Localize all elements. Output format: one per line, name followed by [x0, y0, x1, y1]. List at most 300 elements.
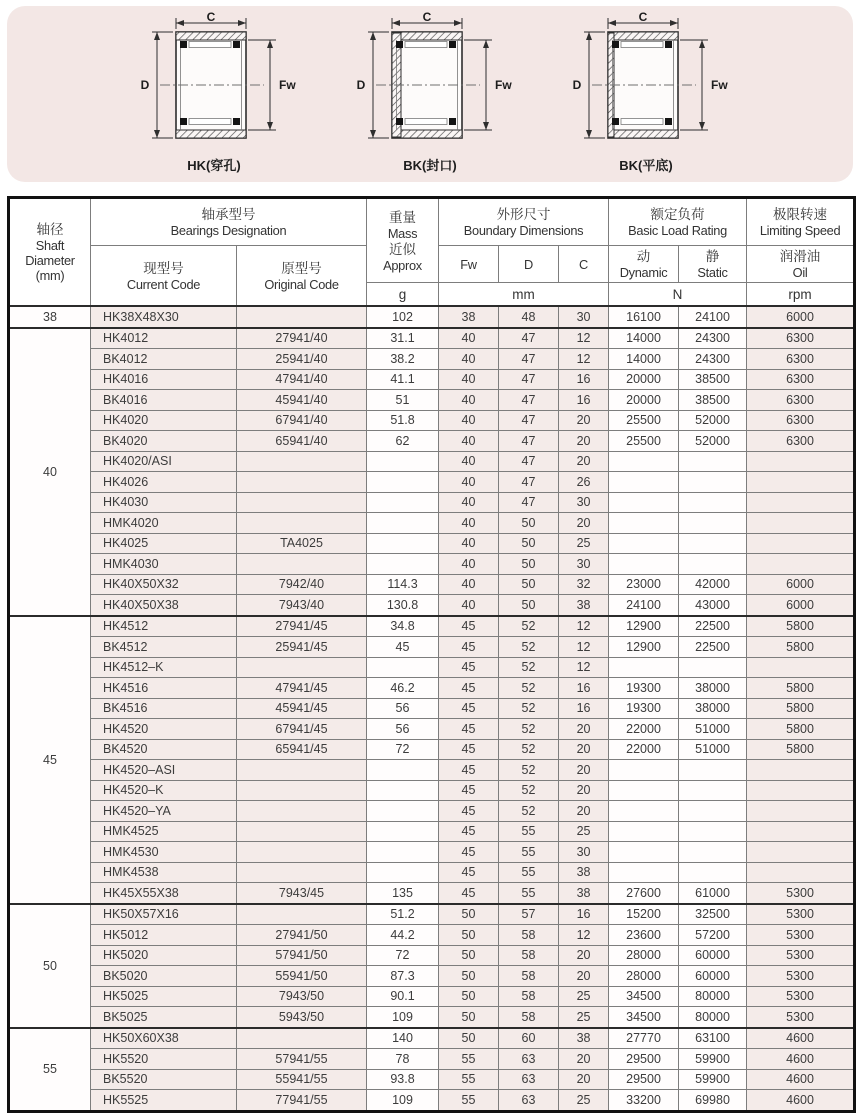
cell-oil-speed: 6300	[747, 431, 855, 452]
cell-current-code: BK4012	[91, 349, 237, 370]
cell-oil-speed: 4600	[747, 1090, 855, 1112]
cell-dynamic-load	[609, 842, 679, 863]
cell-static-load: 63100	[679, 1028, 747, 1049]
dim-label-d: D	[356, 78, 366, 92]
header-c	[559, 246, 609, 283]
cell-current-code: BK4020	[91, 431, 237, 452]
header-current-code	[91, 246, 237, 307]
cell-dynamic-load: 27770	[609, 1028, 679, 1049]
header-speed-zh: 极限转速	[773, 207, 828, 222]
cell-static-load: 69980	[679, 1090, 747, 1112]
cell-mass: 130.8	[367, 595, 439, 616]
cell-c: 26	[559, 472, 609, 493]
cell-oil-speed: 6000	[747, 306, 855, 328]
diagram-caption: HK(穿孔)	[187, 158, 241, 173]
table-row	[9, 780, 855, 801]
cell-c: 16	[559, 904, 609, 925]
cell-current-code: HK4020	[91, 410, 237, 431]
cell-dynamic-load: 22000	[609, 719, 679, 740]
cell-d: 52	[499, 739, 559, 760]
header-dynamic	[609, 246, 679, 283]
header-shaft-unit: (mm)	[35, 268, 65, 283]
cell-c: 16	[559, 698, 609, 719]
bearing-diagram-open	[114, 12, 314, 174]
cell-mass	[367, 842, 439, 863]
cell-mass: 44.2	[367, 925, 439, 946]
cell-c: 30	[559, 554, 609, 575]
cell-static-load: 61000	[679, 883, 747, 904]
cell-c: 12	[559, 328, 609, 349]
cell-shaft-diameter: 38	[9, 306, 91, 328]
cell-current-code: HK40X50X38	[91, 595, 237, 616]
dim-label-fw: Fw	[495, 78, 512, 92]
table-row	[9, 533, 855, 554]
cell-oil-speed: 6300	[747, 369, 855, 390]
cell-d: 55	[499, 883, 559, 904]
header-load-en: Basic Load Rating	[628, 223, 727, 238]
cell-fw: 45	[439, 862, 499, 883]
header-d	[499, 246, 559, 283]
cell-original-code: 45941/45	[237, 698, 367, 719]
cell-static-load	[679, 801, 747, 822]
cell-static-load: 24300	[679, 328, 747, 349]
cell-dynamic-load: 12900	[609, 616, 679, 637]
cell-mass	[367, 821, 439, 842]
cell-dynamic-load: 28000	[609, 966, 679, 987]
cell-c: 30	[559, 306, 609, 328]
cell-dynamic-load: 25500	[609, 431, 679, 452]
cell-dynamic-load	[609, 472, 679, 493]
cell-original-code	[237, 801, 367, 822]
cell-mass: 109	[367, 1090, 439, 1112]
cell-oil-speed	[747, 554, 855, 575]
cell-d: 47	[499, 328, 559, 349]
cell-fw: 55	[439, 1069, 499, 1090]
cell-fw: 45	[439, 801, 499, 822]
table-row	[9, 698, 855, 719]
cell-static-load: 42000	[679, 574, 747, 595]
cell-dynamic-load	[609, 657, 679, 678]
cell-original-code: 5943/50	[237, 1007, 367, 1028]
cell-dynamic-load	[609, 760, 679, 781]
cell-current-code: HK5520	[91, 1049, 237, 1070]
cell-static-load: 24300	[679, 349, 747, 370]
diagram-caption: BK(封口)	[403, 158, 457, 173]
cell-original-code	[237, 760, 367, 781]
cell-original-code	[237, 657, 367, 678]
cell-original-code: 27941/45	[237, 616, 367, 637]
cell-original-code: 45941/40	[237, 390, 367, 411]
cell-mass	[367, 451, 439, 472]
cell-static-load: 59900	[679, 1069, 747, 1090]
cell-dynamic-load	[609, 862, 679, 883]
cell-mass: 62	[367, 431, 439, 452]
cell-current-code: HK5012	[91, 925, 237, 946]
cell-current-code: HK4520–K	[91, 780, 237, 801]
cell-oil-speed	[747, 513, 855, 534]
cell-d: 52	[499, 616, 559, 637]
cell-current-code: HK4012	[91, 328, 237, 349]
table-row	[9, 616, 855, 637]
cell-oil-speed	[747, 533, 855, 554]
cell-original-code: 25941/40	[237, 349, 367, 370]
cell-static-load: 57200	[679, 925, 747, 946]
cell-mass	[367, 554, 439, 575]
cell-fw: 45	[439, 883, 499, 904]
cell-dynamic-load: 27600	[609, 883, 679, 904]
cell-mass	[367, 492, 439, 513]
cell-c: 20	[559, 739, 609, 760]
cell-oil-speed	[747, 821, 855, 842]
table-row	[9, 492, 855, 513]
table-row	[9, 657, 855, 678]
cell-d: 50	[499, 513, 559, 534]
cell-fw: 40	[439, 431, 499, 452]
table-row	[9, 369, 855, 390]
cell-fw: 45	[439, 780, 499, 801]
cell-fw: 40	[439, 349, 499, 370]
table-row	[9, 472, 855, 493]
cell-current-code: HK4025	[91, 533, 237, 554]
cell-current-code: BK5020	[91, 966, 237, 987]
cell-dynamic-load	[609, 513, 679, 534]
table-row	[9, 637, 855, 658]
cell-fw: 40	[439, 554, 499, 575]
cell-original-code: TA4025	[237, 533, 367, 554]
cell-static-load: 38000	[679, 678, 747, 699]
cell-fw: 45	[439, 698, 499, 719]
cell-d: 47	[499, 431, 559, 452]
cell-d: 50	[499, 554, 559, 575]
cell-d: 48	[499, 306, 559, 328]
table-row	[9, 1007, 855, 1028]
cell-current-code: HK4520	[91, 719, 237, 740]
cell-c: 20	[559, 410, 609, 431]
header-mass-zh2: 近似	[389, 241, 416, 257]
header-dynamic-en: Dynamic	[619, 265, 668, 280]
cell-d: 52	[499, 678, 559, 699]
cell-c: 20	[559, 966, 609, 987]
cell-c: 38	[559, 883, 609, 904]
table-row	[9, 1028, 855, 1049]
cell-current-code: HK5525	[91, 1090, 237, 1112]
header-fw	[439, 246, 499, 283]
cell-fw: 40	[439, 390, 499, 411]
cell-oil-speed: 6000	[747, 574, 855, 595]
cell-mass: 90.1	[367, 986, 439, 1007]
cell-c: 20	[559, 451, 609, 472]
cell-current-code: BK4516	[91, 698, 237, 719]
cell-d: 55	[499, 862, 559, 883]
cell-current-code: HK4030	[91, 492, 237, 513]
cell-static-load	[679, 821, 747, 842]
cell-current-code: BK5520	[91, 1069, 237, 1090]
cell-original-code: 7943/45	[237, 883, 367, 904]
cell-current-code: HMK4525	[91, 821, 237, 842]
header-static-en: Static	[697, 265, 728, 280]
table-row	[9, 760, 855, 781]
cell-static-load	[679, 492, 747, 513]
cell-d: 58	[499, 945, 559, 966]
cell-mass: 46.2	[367, 678, 439, 699]
cell-dynamic-load: 14000	[609, 328, 679, 349]
bearing-cross-section-drawing	[546, 12, 746, 154]
dim-label-c: C	[206, 12, 216, 24]
cell-current-code: HMK4530	[91, 842, 237, 863]
cell-fw: 40	[439, 595, 499, 616]
cell-oil-speed: 5800	[747, 719, 855, 740]
header-original-code	[237, 246, 367, 307]
cell-original-code: 55941/55	[237, 1069, 367, 1090]
table-row	[9, 739, 855, 760]
cell-current-code: HK4512	[91, 616, 237, 637]
cell-fw: 40	[439, 513, 499, 534]
cell-d: 52	[499, 698, 559, 719]
cell-mass	[367, 862, 439, 883]
cell-static-load	[679, 862, 747, 883]
cell-fw: 50	[439, 904, 499, 925]
cell-oil-speed	[747, 801, 855, 822]
header-c-label: C	[579, 256, 588, 272]
cell-fw: 40	[439, 533, 499, 554]
cell-mass: 72	[367, 945, 439, 966]
cell-mass: 109	[367, 1007, 439, 1028]
cell-fw: 40	[439, 492, 499, 513]
header-shaft-en2: Diameter	[25, 253, 75, 268]
cell-d: 52	[499, 801, 559, 822]
unit-mm: mm	[439, 283, 609, 307]
cell-original-code: 27941/50	[237, 925, 367, 946]
table-row	[9, 574, 855, 595]
cell-dynamic-load: 14000	[609, 349, 679, 370]
header-dynamic-zh: 动	[636, 249, 651, 264]
cell-original-code	[237, 554, 367, 575]
table-row	[9, 801, 855, 822]
table-row	[9, 513, 855, 534]
cell-d: 47	[499, 349, 559, 370]
dim-label-fw: Fw	[711, 78, 728, 92]
cell-fw: 40	[439, 574, 499, 595]
cell-fw: 40	[439, 451, 499, 472]
cell-d: 47	[499, 451, 559, 472]
cell-original-code	[237, 513, 367, 534]
cell-c: 20	[559, 431, 609, 452]
cell-c: 38	[559, 1028, 609, 1049]
cell-original-code: 65941/45	[237, 739, 367, 760]
header-mass-zh1: 重量	[389, 209, 416, 225]
cell-oil-speed: 5300	[747, 883, 855, 904]
header-mass	[367, 198, 439, 283]
header-current-en: Current Code	[126, 276, 201, 292]
cell-d: 50	[499, 595, 559, 616]
cell-static-load	[679, 842, 747, 863]
cell-c: 12	[559, 657, 609, 678]
cell-static-load	[679, 554, 747, 575]
cell-fw: 45	[439, 760, 499, 781]
spec-table-body	[9, 306, 855, 1111]
cell-oil-speed: 5300	[747, 904, 855, 925]
header-oil	[747, 246, 855, 283]
dim-label-c: C	[422, 12, 432, 24]
cell-mass: 34.8	[367, 616, 439, 637]
cell-oil-speed: 6300	[747, 328, 855, 349]
cell-dynamic-load: 24100	[609, 595, 679, 616]
cell-current-code: HK45X55X38	[91, 883, 237, 904]
cell-original-code: 25941/45	[237, 637, 367, 658]
cell-d: 55	[499, 842, 559, 863]
cell-original-code: 55941/50	[237, 966, 367, 987]
cell-fw: 45	[439, 739, 499, 760]
cell-dynamic-load: 20000	[609, 369, 679, 390]
table-row	[9, 821, 855, 842]
cell-shaft-diameter: 40	[9, 328, 91, 616]
cell-c: 30	[559, 492, 609, 513]
cell-original-code: 47941/45	[237, 678, 367, 699]
cell-oil-speed: 5800	[747, 678, 855, 699]
bearing-cross-section-drawing	[114, 12, 314, 154]
cell-mass: 114.3	[367, 574, 439, 595]
cell-oil-speed	[747, 760, 855, 781]
cell-d: 47	[499, 492, 559, 513]
cell-dynamic-load: 25500	[609, 410, 679, 431]
cell-current-code: HMK4030	[91, 554, 237, 575]
header-oil-en: Oil	[792, 265, 808, 280]
header-limiting-speed	[747, 198, 855, 246]
cell-current-code: HK38X48X30	[91, 306, 237, 328]
cell-original-code: 47941/40	[237, 369, 367, 390]
header-bearings-designation	[91, 198, 367, 246]
cell-mass: 41.1	[367, 369, 439, 390]
cell-static-load: 22500	[679, 637, 747, 658]
cell-original-code: 57941/50	[237, 945, 367, 966]
header-speed-en: Limiting Speed	[759, 223, 841, 238]
diagram-row	[114, 12, 746, 174]
cell-dynamic-load: 20000	[609, 390, 679, 411]
unit-g: g	[367, 283, 439, 307]
cell-oil-speed	[747, 862, 855, 883]
table-row	[9, 451, 855, 472]
cell-d: 55	[499, 821, 559, 842]
header-mass-en1: Mass	[387, 225, 418, 241]
bearing-cross-section-drawing	[330, 12, 530, 154]
cell-current-code: BK4016	[91, 390, 237, 411]
cell-d: 63	[499, 1069, 559, 1090]
cell-original-code: 7942/40	[237, 574, 367, 595]
cell-d: 47	[499, 472, 559, 493]
cell-fw: 50	[439, 945, 499, 966]
header-designation-en: Bearings Designation	[170, 223, 287, 238]
cell-original-code	[237, 472, 367, 493]
cell-d: 58	[499, 925, 559, 946]
cell-c: 25	[559, 1007, 609, 1028]
dim-label-d: D	[140, 78, 150, 92]
cell-dynamic-load: 19300	[609, 678, 679, 699]
table-row	[9, 883, 855, 904]
cell-d: 58	[499, 966, 559, 987]
cell-d: 50	[499, 574, 559, 595]
cell-c: 25	[559, 533, 609, 554]
cell-dynamic-load: 15200	[609, 904, 679, 925]
table-row	[9, 842, 855, 863]
cell-current-code: BK4512	[91, 637, 237, 658]
cell-current-code: HK4026	[91, 472, 237, 493]
cell-mass: 56	[367, 719, 439, 740]
cell-fw: 45	[439, 657, 499, 678]
cell-c: 25	[559, 1090, 609, 1112]
cell-d: 60	[499, 1028, 559, 1049]
cell-c: 32	[559, 574, 609, 595]
cell-mass: 51.2	[367, 904, 439, 925]
cell-mass: 31.1	[367, 328, 439, 349]
header-d-label: D	[524, 256, 533, 272]
cell-mass: 78	[367, 1049, 439, 1070]
cell-static-load	[679, 780, 747, 801]
cell-c: 38	[559, 595, 609, 616]
cell-oil-speed: 5300	[747, 1007, 855, 1028]
cell-dynamic-load: 23000	[609, 574, 679, 595]
cell-oil-speed: 5300	[747, 945, 855, 966]
table-row	[9, 1049, 855, 1070]
unit-rpm: rpm	[747, 283, 855, 307]
cell-fw: 55	[439, 1049, 499, 1070]
cell-static-load: 60000	[679, 966, 747, 987]
header-static-zh: 静	[705, 249, 720, 264]
cell-static-load: 38500	[679, 369, 747, 390]
cell-fw: 38	[439, 306, 499, 328]
cell-d: 47	[499, 390, 559, 411]
cell-oil-speed	[747, 657, 855, 678]
cell-fw: 55	[439, 1090, 499, 1112]
cell-c: 20	[559, 801, 609, 822]
cell-d: 63	[499, 1049, 559, 1070]
cell-mass: 56	[367, 698, 439, 719]
cell-static-load: 52000	[679, 431, 747, 452]
cell-fw: 40	[439, 328, 499, 349]
cell-oil-speed: 5800	[747, 616, 855, 637]
cell-dynamic-load	[609, 533, 679, 554]
table-row	[9, 431, 855, 452]
cell-mass	[367, 513, 439, 534]
cell-c: 12	[559, 925, 609, 946]
table-row	[9, 862, 855, 883]
cell-current-code: HK4520–YA	[91, 801, 237, 822]
table-row	[9, 966, 855, 987]
cell-current-code: HK50X57X16	[91, 904, 237, 925]
cell-original-code	[237, 306, 367, 328]
cell-static-load	[679, 657, 747, 678]
cell-c: 16	[559, 390, 609, 411]
cell-dynamic-load	[609, 801, 679, 822]
cell-oil-speed: 6000	[747, 595, 855, 616]
dim-label-c: C	[638, 12, 648, 24]
cell-static-load: 80000	[679, 986, 747, 1007]
cell-mass: 51.8	[367, 410, 439, 431]
cell-oil-speed	[747, 780, 855, 801]
cell-dynamic-load	[609, 492, 679, 513]
cell-static-load	[679, 533, 747, 554]
cell-mass: 102	[367, 306, 439, 328]
cell-dynamic-load	[609, 780, 679, 801]
table-row	[9, 554, 855, 575]
cell-mass: 140	[367, 1028, 439, 1049]
cell-original-code	[237, 451, 367, 472]
cell-original-code: 67941/40	[237, 410, 367, 431]
cell-fw: 50	[439, 1028, 499, 1049]
cell-original-code: 65941/40	[237, 431, 367, 452]
cell-mass: 87.3	[367, 966, 439, 987]
cell-oil-speed	[747, 492, 855, 513]
cell-oil-speed	[747, 451, 855, 472]
